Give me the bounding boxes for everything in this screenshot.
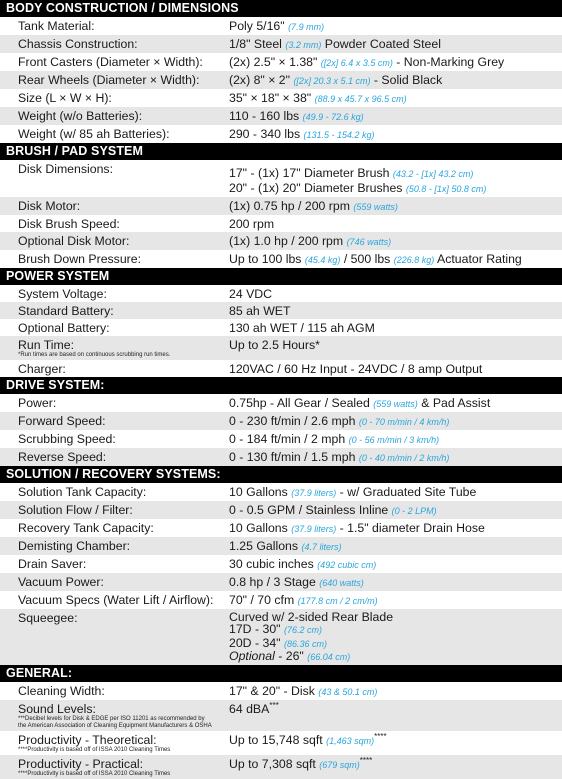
spec-label-cell [0, 503, 229, 518]
footnote: ****Productivity is based off of ISSA 2010 Cleaning Times [18, 770, 171, 777]
value-text: 85 ah WET [229, 303, 291, 318]
spec-label: Standard Battery: [18, 303, 114, 318]
value-text: 17" & 20" - Disk [229, 683, 319, 698]
spec-label-cell [0, 432, 229, 447]
spec-row [0, 53, 562, 71]
spec-value [229, 37, 562, 52]
spec-value-line [229, 362, 562, 376]
spec-label-cell [0, 539, 229, 554]
spec-label: Optional Battery: [18, 320, 110, 335]
value-text: 0 - 184 ft/min / 2 mph [229, 431, 349, 446]
value-text: Actuator Rating [434, 251, 522, 266]
spec-label-cell [0, 684, 229, 699]
spec-value-line [229, 304, 562, 318]
spec-label-cell [0, 362, 229, 376]
value-text: (2x) 2.5" × 1.38" [229, 54, 321, 69]
metric-value: ([2x] 6.4 x 3.5 cm) [320, 57, 393, 68]
spec-label: Optional Disk Motor: [18, 233, 130, 248]
spec-label: Chassis Construction: [18, 36, 138, 51]
spec-label-cell [0, 485, 229, 500]
value-text: (1x) 0.75 hp / 200 rpm [229, 198, 354, 213]
spec-row [0, 501, 562, 519]
spec-label-cell [0, 217, 229, 231]
spec-value [229, 521, 562, 536]
spec-label: Solution Tank Capacity: [18, 484, 147, 499]
spec-label: Weight (w/ 85 ah Batteries): [18, 126, 170, 141]
spec-row [0, 394, 562, 412]
metric-value: (37.9 liters) [291, 487, 337, 498]
spec-row [0, 215, 562, 232]
spec-label: Disk Motor: [18, 198, 81, 213]
spec-value [229, 19, 562, 34]
value-text: *** [269, 700, 279, 710]
spec-value-line [229, 91, 562, 106]
metric-value: (86.36 cm) [283, 638, 327, 649]
metric-value: (492 cubic cm) [317, 559, 377, 570]
spec-row [0, 609, 562, 665]
spec-label: Disk Brush Speed: [18, 216, 120, 231]
spec-value-line [229, 650, 562, 664]
footnote: *Run times are based on continuous scrubbing run times. [18, 351, 171, 358]
spec-value-line [229, 503, 562, 518]
spec-label-cell [0, 733, 229, 754]
spec-label: Vacuum Specs (Water Lift / Airflow): [18, 592, 214, 607]
metric-value: (4.7 liters) [301, 541, 342, 552]
spec-value-line [229, 637, 562, 651]
spec-value [229, 338, 562, 359]
spec-label: Power: [18, 395, 57, 410]
value-text: - 26" [274, 649, 308, 663]
metric-value: (559 watts) [353, 201, 398, 212]
spec-value-line [229, 450, 562, 465]
spec-row [0, 250, 562, 268]
spec-label-cell [0, 55, 229, 70]
spec-value-line [229, 55, 562, 70]
metric-value: (0 - 56 m/min / 3 km/h) [348, 434, 440, 445]
spec-value-line [229, 181, 562, 196]
value-text: - Solid Black [370, 72, 443, 87]
footnote: ***Decibel levels for Disk & EDGE per ISO 11201 as recommended by [18, 715, 205, 722]
value-text: 200 rpm [229, 216, 275, 231]
spec-value [229, 362, 562, 376]
spec-value-line [229, 199, 562, 214]
value-text: (2x) 8" × 2" [229, 72, 294, 87]
metric-value: (76.2 cm) [283, 625, 322, 635]
spec-value-line [229, 338, 562, 352]
value-text: Powder Coated Steel [321, 36, 441, 51]
spec-label: Drain Saver: [18, 556, 87, 571]
spec-value-line [229, 37, 562, 52]
spec-value-line [229, 623, 562, 637]
value-text: **** [359, 755, 373, 765]
spec-value [229, 733, 562, 754]
value-text: Up to 2.5 Hours* [229, 337, 320, 352]
spec-label: Run Time: [18, 337, 75, 352]
spec-value [229, 162, 562, 196]
spec-label: Forward Speed: [18, 413, 106, 428]
spec-row [0, 555, 562, 573]
spec-value-line [229, 287, 562, 301]
spec-row [0, 336, 562, 360]
spec-value [229, 503, 562, 518]
spec-label-cell [0, 109, 229, 124]
spec-row [0, 89, 562, 107]
spec-label: System Voltage: [18, 286, 107, 301]
metric-value: (50.8 - [1x] 50.8 cm) [405, 183, 487, 194]
value-text: 20" - (1x) 20" Diameter Brushes [229, 180, 406, 195]
value-text: 1/8" Steel [229, 36, 286, 51]
spec-value-line [229, 684, 562, 699]
spec-value-line [229, 539, 562, 554]
section-header: POWER SYSTEM [0, 268, 562, 285]
metric-value: (131.5 - 154.2 kg) [303, 129, 375, 140]
spec-value-line [229, 73, 562, 88]
spec-row [0, 125, 562, 143]
metric-value: (1,463 sqm) [326, 735, 375, 746]
metric-value: (88.9 x 45.7 x 96.5 cm) [314, 93, 407, 104]
spec-label: Cleaning Width: [18, 683, 105, 698]
value-text: - 1.5" diameter Drain Hose [336, 520, 485, 535]
value-text: & Pad Assist [417, 395, 491, 410]
spec-row [0, 319, 562, 336]
spec-label-cell [0, 321, 229, 335]
value-text: 290 - 340 lbs [229, 126, 304, 141]
spec-value-line [229, 575, 562, 590]
spec-row [0, 700, 562, 731]
spec-label-cell [0, 450, 229, 465]
spec-value [229, 485, 562, 500]
spec-row [0, 483, 562, 501]
spec-value-line [229, 321, 562, 335]
value-text: / 500 lbs [340, 251, 394, 266]
metric-value: (37.9 liters) [291, 523, 337, 534]
spec-value-line [229, 557, 562, 572]
metric-value: (7.9 mm) [288, 21, 325, 32]
footnote: ****Productivity is based off of ISSA 2010 Cleaning Times [18, 746, 171, 753]
value-text: 10 Gallons [229, 520, 292, 535]
value-text: 30 cubic inches [229, 556, 318, 571]
section-header: BODY CONSTRUCTION / DIMENSIONS [0, 0, 562, 17]
spec-label: Size (L × W × H): [18, 90, 112, 105]
metric-value: (679 sqm) [319, 759, 360, 770]
spec-label: Vacuum Power: [18, 574, 104, 589]
spec-value [229, 539, 562, 554]
spec-label-cell [0, 199, 229, 214]
spec-label-cell [0, 162, 229, 196]
spec-label-cell [0, 127, 229, 142]
spec-label: Productivity - Theoretical: [18, 732, 157, 747]
section-header: GENERAL: [0, 665, 562, 682]
spec-label: Tank Material: [18, 18, 95, 33]
spec-label: Front Casters (Diameter × Width): [18, 54, 203, 69]
spec-label-cell [0, 304, 229, 318]
value-text: 70" / 70 cfm [229, 592, 298, 607]
spec-value-line [229, 521, 562, 536]
metric-value: (177.8 cm / 2 cm/m) [297, 595, 378, 606]
metric-value: (559 watts) [373, 398, 418, 409]
value-text: Optional [229, 649, 275, 663]
spec-label-cell [0, 91, 229, 106]
metric-value: (45.4 kg) [304, 254, 341, 265]
spec-value-line [229, 414, 562, 429]
footnote: the American Association of Cleaning Equipment Manufacturers & OSHA [18, 722, 212, 729]
value-text: 110 - 160 lbs [229, 108, 303, 123]
spec-row [0, 107, 562, 125]
spec-row [0, 360, 562, 377]
value-text: 17D - 30" [229, 622, 284, 636]
spec-value [229, 199, 562, 214]
value-text: Up to 100 lbs [229, 251, 305, 266]
spec-label-cell [0, 338, 229, 359]
section-header: SOLUTION / RECOVERY SYSTEMS: [0, 466, 562, 483]
spec-label-cell [0, 593, 229, 608]
spec-value-line [229, 109, 562, 124]
spec-value-line [229, 252, 562, 267]
spec-row [0, 412, 562, 430]
spec-value [229, 611, 562, 664]
spec-row [0, 682, 562, 700]
value-text: 0 - 230 ft/min / 2.6 mph [229, 413, 359, 428]
spec-value-line [229, 127, 562, 142]
spec-value [229, 757, 562, 778]
value-text: 20D - 34" [229, 635, 284, 650]
spec-row [0, 285, 562, 302]
spec-label: Weight (w/o Batteries): [18, 108, 143, 123]
spec-value-line [229, 234, 562, 249]
spec-value [229, 593, 562, 608]
spec-label-cell [0, 37, 229, 52]
spec-value [229, 127, 562, 142]
spec-label-cell [0, 414, 229, 429]
spec-row [0, 448, 562, 466]
spec-value-line [229, 396, 562, 411]
spec-value [229, 321, 562, 335]
spec-label: Scrubbing Speed: [18, 431, 116, 446]
spec-value [229, 217, 562, 231]
spec-label: Productivity - Practical: [18, 756, 144, 771]
metric-value: (640 watts) [319, 577, 364, 588]
section-header: DRIVE SYSTEM: [0, 377, 562, 394]
spec-value [229, 557, 562, 572]
spec-label-cell [0, 19, 229, 34]
spec-value-line [229, 217, 562, 231]
metric-value: (746 watts) [346, 236, 392, 247]
metric-value: (226.8 kg) [393, 254, 435, 265]
value-text: (1x) 1.0 hp / 200 rpm [229, 233, 347, 248]
spec-value-line [229, 19, 562, 34]
spec-row [0, 755, 562, 779]
spec-value [229, 396, 562, 411]
value-text: 120VAC / 60 Hz Input - 24VDC / 8 amp Output [229, 361, 483, 376]
spec-value [229, 684, 562, 699]
spec-value [229, 109, 562, 124]
value-text: Up to 7,308 sqft [229, 756, 320, 771]
value-text: 0.8 hp / 3 Stage [229, 574, 320, 589]
spec-value [229, 432, 562, 447]
metric-value: (3.2 mm) [285, 39, 322, 50]
spec-value-line [229, 593, 562, 608]
value-text: 0.75hp - All Gear / Sealed [229, 395, 374, 410]
metric-value: (43.2 - [1x] 43.2 cm) [392, 168, 474, 179]
spec-label-cell [0, 575, 229, 590]
value-text: 1.25 Gallons [229, 538, 302, 553]
spec-value [229, 252, 562, 267]
spec-label: Disk Dimensions: [18, 161, 113, 176]
value-text: - Non-Marking Grey [392, 54, 505, 69]
spec-label-cell [0, 557, 229, 572]
spec-row [0, 160, 562, 197]
value-text: 17" - (1x) 17" Diameter Brush [229, 165, 393, 180]
value-text: 24 VDC [229, 286, 273, 301]
metric-value: (43 & 50.1 cm) [318, 686, 378, 697]
value-text: **** [374, 731, 387, 741]
spec-row [0, 731, 562, 755]
spec-label-cell [0, 396, 229, 411]
spec-row [0, 591, 562, 609]
spec-row [0, 302, 562, 319]
spec-label: Reverse Speed: [18, 449, 107, 464]
spec-label-cell [0, 521, 229, 536]
metric-value: (66.04 cm) [307, 652, 351, 662]
value-text: Curved w/ 2-sided Rear Blade [229, 609, 394, 624]
spec-row [0, 197, 562, 215]
spec-value-line [229, 166, 562, 181]
spec-value [229, 575, 562, 590]
spec-label-cell [0, 73, 229, 88]
spec-value [229, 414, 562, 429]
spec-row [0, 537, 562, 555]
spec-label: Charger: [18, 361, 66, 376]
spec-value [229, 234, 562, 249]
spec-value [229, 73, 562, 88]
spec-value [229, 304, 562, 318]
spec-value-line [229, 733, 562, 748]
spec-row [0, 35, 562, 53]
spec-value-line [229, 485, 562, 500]
spec-label: Squeegee: [18, 610, 78, 625]
metric-value: (0 - 70 m/min / 4 km/h) [358, 416, 450, 427]
value-text: - w/ Graduated Site Tube [336, 484, 477, 499]
spec-label-cell [0, 702, 229, 730]
spec-value-line [229, 757, 562, 772]
value-text: 35" × 18" × 38" [229, 90, 315, 105]
spec-label-cell [0, 757, 229, 778]
spec-label: Rear Wheels (Diameter × Width): [18, 72, 200, 87]
value-text: 130 ah WET / 115 ah AGM [229, 320, 375, 335]
value-text: 10 Gallons [229, 484, 292, 499]
spec-value [229, 450, 562, 465]
spec-label-cell [0, 234, 229, 249]
value-text: 0 - 130 ft/min / 1.5 mph [229, 449, 359, 464]
metric-value: (0 - 40 m/min / 2 km/h) [358, 452, 450, 463]
value-text: 0 - 0.5 GPM / Stainless Inline [229, 502, 392, 517]
spec-row [0, 17, 562, 35]
value-text: 64 dBA [229, 701, 270, 716]
spec-value [229, 91, 562, 106]
spec-label: Demisting Chamber: [18, 538, 131, 553]
value-text: Up to 15,748 sqft [229, 732, 327, 747]
spec-label-cell [0, 287, 229, 301]
spec-label: Sound Levels: [18, 701, 96, 716]
spec-value-line [229, 432, 562, 447]
spec-label: Solution Flow / Filter: [18, 502, 133, 517]
spec-row [0, 519, 562, 537]
value-text: Poly 5/16" [229, 18, 289, 33]
metric-value: (49.9 - 72.6 kg) [302, 111, 364, 122]
spec-label: Brush Down Pressure: [18, 251, 142, 266]
spec-value [229, 55, 562, 70]
metric-value: (0 - 2 LPM) [391, 505, 437, 516]
spec-row [0, 430, 562, 448]
spec-label-cell [0, 252, 229, 267]
spec-row [0, 573, 562, 591]
spec-row [0, 71, 562, 89]
spec-value [229, 702, 562, 730]
metric-value: ([2x] 20.3 x 5.1 cm) [293, 75, 371, 86]
spec-row [0, 232, 562, 250]
spec-label-cell [0, 611, 229, 664]
spec-value [229, 287, 562, 301]
section-header: BRUSH / PAD SYSTEM [0, 143, 562, 160]
spec-value-line [229, 702, 562, 716]
spec-label: Recovery Tank Capacity: [18, 520, 154, 535]
